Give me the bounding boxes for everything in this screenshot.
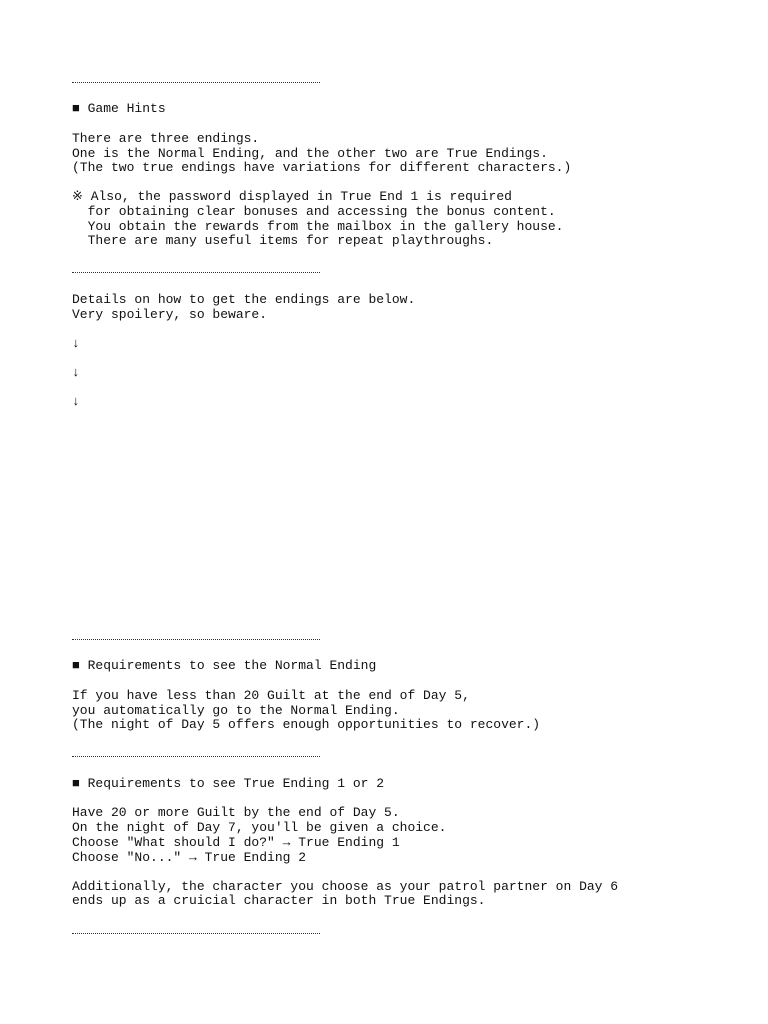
- normal-ending-line: (The night of Day 5 offers enough opportunities to recover.): [72, 717, 541, 732]
- true-ending-extra-line: Additionally, the character you choose as your patrol partner on Day 6: [72, 879, 619, 894]
- spoiler-warning-line: Details on how to get the endings are below.: [72, 292, 416, 307]
- dotted-divider: [72, 933, 320, 934]
- down-arrow-icon: ↓: [72, 336, 80, 351]
- true-ending-heading: ■ Requirements to see True Ending 1 or 2: [72, 776, 385, 791]
- hints-line: One is the Normal Ending, and the other two are True Endings.: [72, 146, 548, 161]
- spoiler-warning-line: Very spoilery, so beware.: [72, 307, 268, 322]
- dotted-divider: [72, 82, 320, 83]
- normal-ending-line: If you have less than 20 Guilt at the end of Day 5,: [72, 688, 470, 703]
- true-ending-line: Choose "No..." → True Ending 2: [72, 850, 307, 865]
- dotted-divider: [72, 272, 320, 273]
- true-ending-line: On the night of Day 7, you'll be given a choice.: [72, 820, 447, 835]
- hints-note-line: There are many useful items for repeat playthroughs.: [72, 233, 494, 248]
- normal-ending-line: you automatically go to the Normal Ending.: [72, 703, 400, 718]
- hints-line: There are three endings.: [72, 131, 260, 146]
- hints-line: (The two true endings have variations for different characters.): [72, 160, 572, 175]
- normal-ending-heading: ■ Requirements to see the Normal Ending: [72, 658, 377, 673]
- true-ending-line: Have 20 or more Guilt by the end of Day 5.: [72, 805, 400, 820]
- hints-note-line: for obtaining clear bonuses and accessing the bonus content.: [72, 204, 556, 219]
- dotted-divider: [72, 639, 320, 640]
- game-hints-heading: ■ Game Hints: [72, 101, 166, 116]
- hints-note-line: You obtain the rewards from the mailbox in the gallery house.: [72, 219, 564, 234]
- true-ending-extra-line: ends up as a cruicial character in both True Endings.: [72, 893, 486, 908]
- dotted-divider: [72, 756, 320, 757]
- down-arrow-icon: ↓: [72, 365, 80, 380]
- true-ending-line: Choose "What should I do?" → True Ending 1: [72, 835, 400, 850]
- hints-note-line: ※ Also, the password displayed in True End 1 is required: [72, 189, 512, 204]
- down-arrow-icon: ↓: [72, 394, 80, 409]
